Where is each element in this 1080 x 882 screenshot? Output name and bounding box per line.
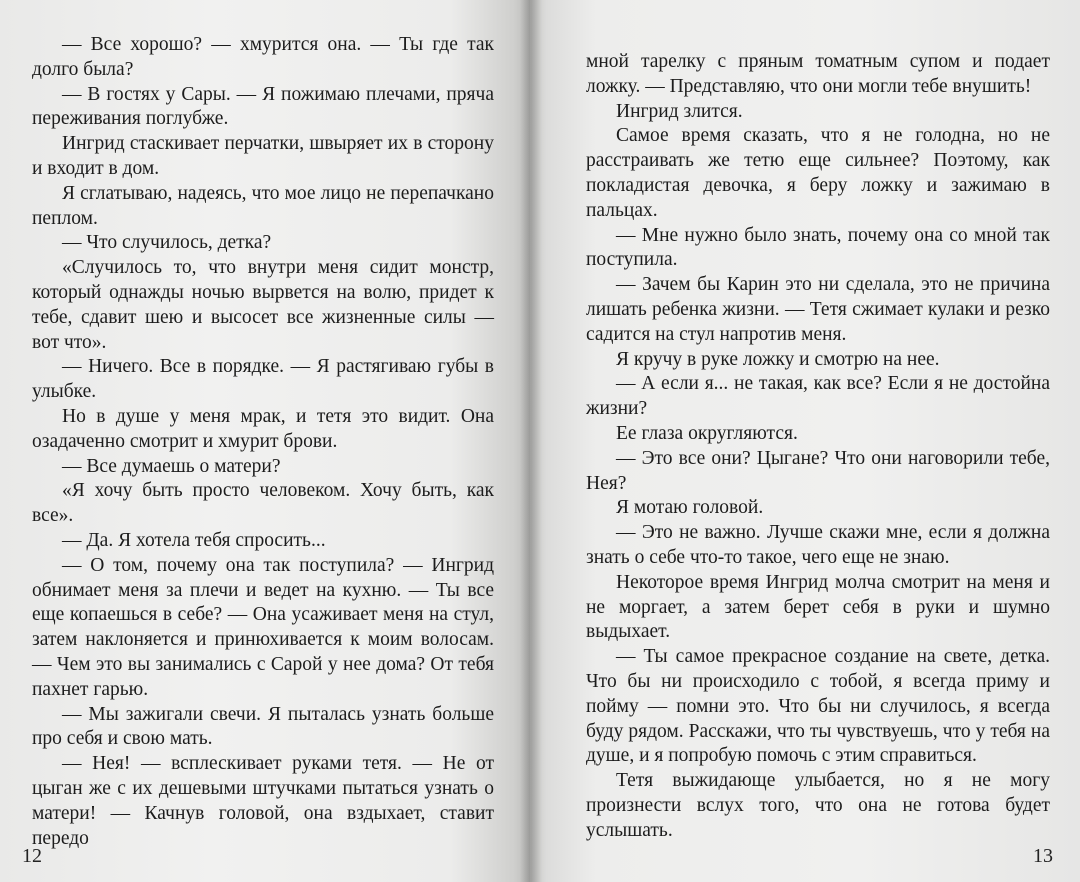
paragraph: — Все хорошо? — хмурится она. — Ты где так долго была? (32, 34, 494, 80)
book-gutter (520, 0, 542, 882)
paragraph: — Это все они? Цыгане? Что они наговорили тебе, Нея? (586, 447, 1050, 494)
left-page-text (32, 33, 494, 851)
page-number-right: 13 (1033, 845, 1053, 867)
paragraph: — Ничего. Все в порядке. — Я растягиваю губы в улыбке. (32, 356, 494, 403)
paragraph: Тетя выжидающе улыбается, но я не могу произнести вслух того, что она не готова будет услышать. (586, 770, 1050, 841)
paragraph: Ее глаза округляются. (616, 422, 798, 444)
paragraph: — Все думаешь о матери? (62, 455, 281, 477)
right-page-text (586, 50, 1050, 844)
paragraph: — Мы зажигали свечи. Я пыталась узнать больше про себя и свою мать. (32, 703, 494, 750)
paragraph: Я сглатываю, надеясь, что мое лицо не перепачкано пеплом. (32, 182, 494, 229)
paragraph: Ингрид злится. (616, 100, 743, 122)
paragraph: Ингрид стаскивает перчатки, швыряет их в сторону и входит в дом. (32, 133, 494, 179)
paragraph: — Что случилось, детка? (62, 232, 272, 254)
right-page (530, 0, 1080, 882)
paragraph: Я кручу в руке ложку и смотрю на нее. (616, 348, 940, 370)
paragraph: — А если я... не такая, как все? Если я не достойна жизни? (586, 373, 1050, 420)
paragraph: Некоторое время Ингрид молча смотрит на меня и не моргает, а затем берет себя в руки и шумно выдыхает. (586, 571, 1050, 643)
paragraph: Но в душе у меня мрак, и тетя это видит. Она озадаченно смотрит и хмурит брови. (32, 405, 494, 452)
paragraph: «Случилось то, что внутри меня сидит монстр, который однажды ночью вырвется на волю, придет к тебе, сдавит шею и высосет все жизненные силы — вот что». (32, 257, 494, 353)
paragraph: Самое время сказать, что я не голодна, но не расстраивать же тетю еще сильнее? Поэтому, как покладистая девочка, я беру ложку и зажимаю в пальцах. (586, 125, 1050, 221)
paragraph: — Это не важно. Лучше скажи мне, если я должна знать о себе что-то такое, чего еще не знаю. (586, 522, 1050, 568)
paragraph: Я мотаю головой. (616, 497, 764, 519)
paragraph: мной тарелку с пряным томатным супом и подает ложку. — Представляю, что они могли тебе внушить! (586, 51, 1050, 97)
page-number-left: 12 (22, 845, 42, 867)
left-page (0, 0, 530, 882)
paragraph: «Я хочу быть просто человеком. Хочу быть, как все». (32, 480, 494, 527)
paragraph: — Нея! — всплескивает руками тетя. — Не от цыган же с их дешевыми штучками пытаться узнать о матери! — Качнув головой, она вздыхает, ставит передо (32, 753, 494, 849)
paragraph: — Мне нужно было знать, почему она со мной так поступила. (586, 224, 1050, 271)
paragraph: — Зачем бы Карин это ни сделала, это не причина лишать ребенка жизни. — Тетя сжимает кулаки и резко садится на стул напротив меня. (586, 274, 1050, 345)
paragraph: — В гостях у Сары. — Я пожимаю плечами, пряча переживания поглубже. (32, 83, 494, 130)
paragraph: — О том, почему она так поступила? — Ингрид обнимает меня за плечи и ведет на кухню. — Ты все еще копаешься в себе? — Она усаживает меня на стул, затем наклоняется и принюхивается к моим волосам. — Чем это вы занимались с Сарой у нее дома? От тебя пахнет гарью. (32, 554, 494, 700)
paragraph: — Да. Я хотела тебя спросить... (62, 529, 326, 551)
paragraph: — Ты самое прекрасное создание на свете, детка. Что бы ни происходило с тобой, я всегда приму и пойму — помни это. Что бы ни случилось, я всегда буду рядом. Расскажи, что ты чувствуешь, что у тебя на душе, и я попробую помочь с этим справиться. (586, 646, 1050, 767)
